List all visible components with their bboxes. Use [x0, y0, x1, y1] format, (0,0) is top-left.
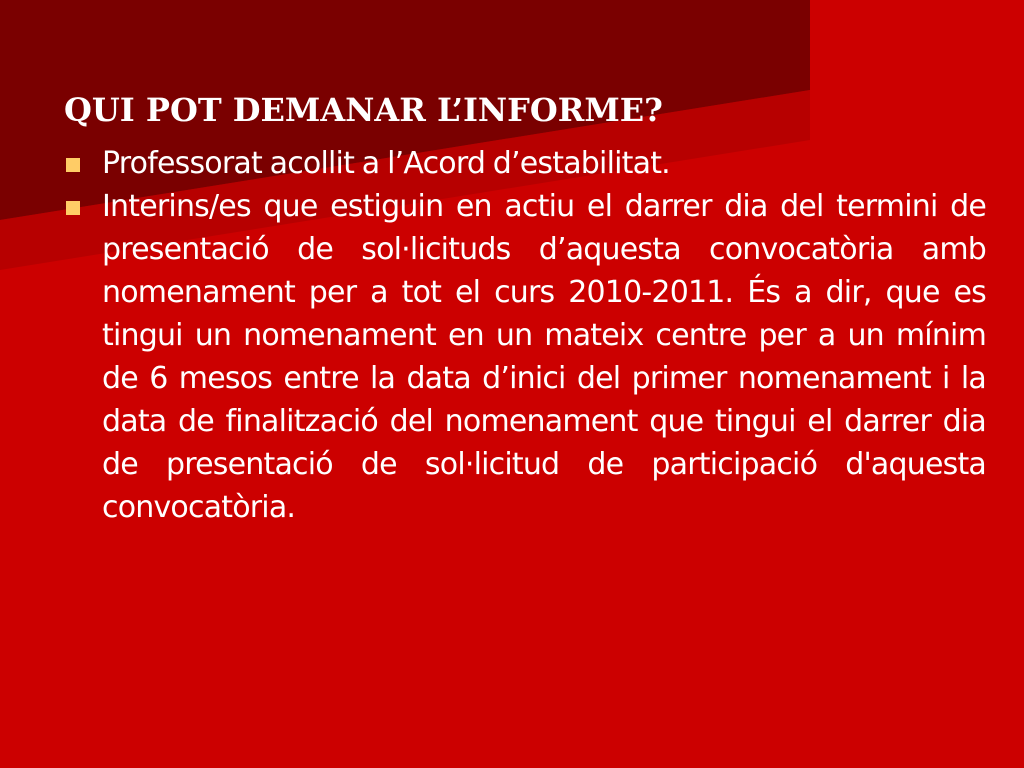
bullet-text-1: Professorat acollit a l’Acord d’estabilitat. [102, 146, 670, 181]
slide-title: QUI POT DEMANAR L’INFORME? [64, 91, 663, 129]
square-bullet-icon [66, 158, 80, 172]
bullet-item-1 [64, 142, 986, 185]
bullet-item-2 [64, 185, 986, 529]
bullet-list [64, 142, 986, 529]
square-bullet-icon [66, 201, 80, 215]
bullet-text-2: Interins/es que estiguin en actiu el darrer dia del termini de presentació de sol·licituds d’aquesta convocatòria amb nomenament per a tot el curs 2010-2011. És a dir, que es tingui un nomenament en un mateix centre per a un mínim de 6 mesos entre la data d’inici del primer nomenament i la data de finalització del nomenament que tingui el darrer dia de presentació de sol·licitud de participació d'aquesta convocatòria. [102, 189, 986, 525]
